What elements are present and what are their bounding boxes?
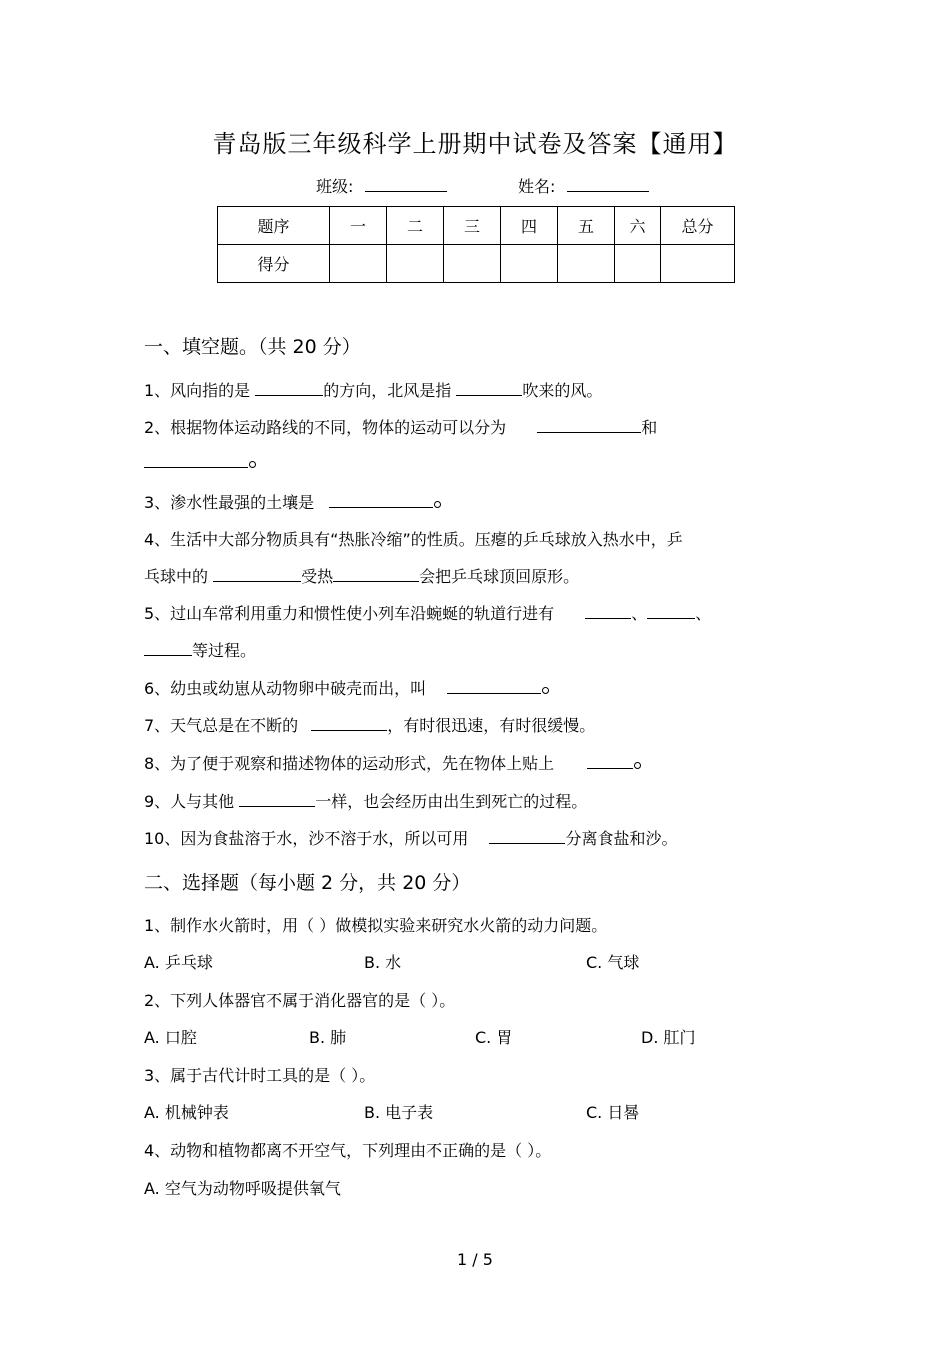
q1-text-b: 的方向，北风是指 [323,381,452,400]
header-cell: 题序 [218,207,330,245]
score-table-header-row [218,207,735,245]
q5-sep-2: 、 [695,604,712,623]
q3-text-a: 3、渗水性最强的土壤是 [144,493,315,512]
class-label: 班级: [316,177,354,196]
question-3 [144,490,441,513]
q4-blank-1[interactable] [213,567,301,582]
q2-blank-1[interactable] [537,418,641,433]
q10-blank-1[interactable] [489,829,565,844]
name-field [518,174,649,197]
page-title: 青岛版三年级科学上册期中试卷及答案【通用】 [212,130,738,158]
header-cell: 一 [330,207,387,245]
q5-sep-1: 、 [631,604,648,623]
question-5-cont [144,638,256,661]
question-2 [144,415,657,438]
score-cell[interactable] [501,245,558,283]
q7-text-a: 7、天气总是在不断的 [144,716,299,735]
mc-option[interactable]: A. 空气为动物呼吸提供氧气 [144,1179,341,1198]
q1-blank-1[interactable] [255,381,323,396]
mc-question-1: 1、制作水火箭时，用（ ）做模拟实验来研究水火箭的动力问题。 [144,916,608,935]
question-4: 4、生活中大部分物质具有“热胀冷缩”的性质。压瘪的乒乓球放入热水中，乒 [144,530,683,549]
mc-option[interactable]: B. 电子表 [364,1103,434,1122]
q5-blank-1[interactable] [585,604,631,619]
question-9 [144,789,587,812]
score-cell[interactable] [387,245,444,283]
mc-option[interactable]: C. 日晷 [586,1103,640,1122]
question-1 [144,378,602,401]
class-field [316,174,447,197]
score-cell[interactable] [558,245,615,283]
score-table-score-row [218,245,735,283]
question-7 [144,713,595,736]
q1-blank-2[interactable] [456,381,522,396]
name-label: 姓名: [518,177,556,196]
period-mark [434,501,441,508]
header-cell: 三 [444,207,501,245]
question-2-cont [144,453,256,472]
period-mark [542,687,549,694]
mc-option[interactable]: C. 胃 [475,1028,513,1047]
score-cell[interactable] [661,245,735,283]
q8-text-a: 8、为了便于观察和描述物体的运动形式，先在物体上贴上 [144,754,555,773]
q8-blank-1[interactable] [587,754,633,769]
mc-question-3: 3、属于古代计时工具的是（ ）。 [144,1066,376,1085]
class-blank[interactable] [365,177,447,192]
q1-text-c: 吹来的风。 [522,381,603,400]
q5-blank-2[interactable] [647,604,695,619]
question-10 [144,826,677,849]
q1-text-a: 1、风向指的是 [144,381,251,400]
question-6 [144,676,549,699]
score-cell[interactable] [615,245,661,283]
period-mark [249,461,256,468]
q2-blank-2[interactable] [144,453,248,468]
mc-option[interactable]: A. 乒乓球 [144,953,213,972]
q4-text-b: 受热 [301,567,334,586]
mc-question-4: 4、动物和植物都离不开空气，下列理由不正确的是（ ）。 [144,1141,552,1160]
question-5 [144,601,711,624]
section2-title: 二、选择题（每小题 2 分，共 20 分） [144,872,471,894]
period-mark [634,762,641,769]
q4-text-a: 乓球中的 [144,567,209,586]
header-cell: 总分 [661,207,735,245]
q9-text-a: 9、人与其他 [144,792,235,811]
page-number: 1 / 5 [457,1250,493,1269]
row-label-cell: 得分 [218,245,330,283]
q10-text-b: 分离食盐和沙。 [565,829,678,848]
header-cell: 六 [615,207,661,245]
header-cell: 四 [501,207,558,245]
q10-text-a: 10、因为食盐溶于水，沙不溶于水，所以可用 [144,829,469,848]
mc-option[interactable]: C. 气球 [586,953,640,972]
mc-option[interactable]: B. 水 [364,953,402,972]
score-table [217,206,735,283]
section1-title: 一、填空题。（共 20 分） [144,336,361,358]
q7-text-b: ，有时很迅速，有时很缓慢。 [387,716,596,735]
question-4-cont [144,564,579,587]
name-blank[interactable] [567,177,649,192]
mc-question-2: 2、下列人体器官不属于消化器官的是（ ）。 [144,991,456,1010]
q5-blank-3[interactable] [144,641,192,656]
q5-text-a: 5、过山车常利用重力和惯性使小列车沿蜿蜒的轨道行进有 [144,604,555,623]
mc-option[interactable]: A. 机械钟表 [144,1103,229,1122]
q6-text-a: 6、幼虫或幼崽从动物卵中破壳而出，叫 [144,679,427,698]
mc-option[interactable]: A. 口腔 [144,1028,197,1047]
q4-text-c: 会把乒乓球顶回原形。 [419,567,580,586]
q6-blank-1[interactable] [447,679,541,694]
q2-text-b: 和 [641,418,658,437]
header-cell: 五 [558,207,615,245]
score-cell[interactable] [330,245,387,283]
q5-text-b: 等过程。 [192,641,257,660]
q9-text-b: 一样，也会经历由出生到死亡的过程。 [315,792,588,811]
header-cell: 二 [387,207,444,245]
q9-blank-1[interactable] [239,792,315,807]
q3-blank-1[interactable] [329,493,433,508]
q4-blank-2[interactable] [333,567,419,582]
mc-option[interactable]: B. 肺 [309,1028,347,1047]
score-cell[interactable] [444,245,501,283]
q7-blank-1[interactable] [311,716,387,731]
question-8 [144,751,641,774]
q2-text-a: 2、根据物体运动路线的不同，物体的运动可以分为 [144,418,507,437]
mc-option[interactable]: D. 肛门 [641,1028,696,1047]
